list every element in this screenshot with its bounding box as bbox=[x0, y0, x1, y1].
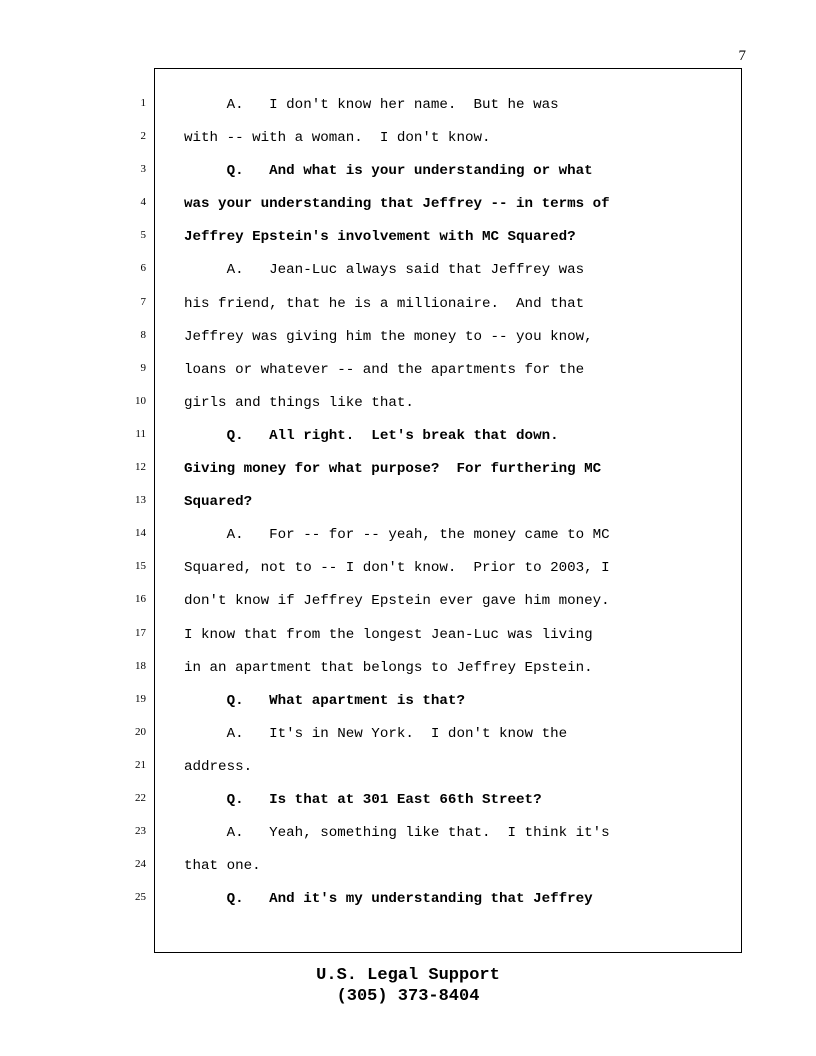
transcript-line bbox=[0, 453, 816, 486]
line-number: 9 bbox=[140, 361, 146, 374]
transcript-line bbox=[0, 354, 816, 387]
line-number: 5 bbox=[140, 229, 146, 242]
line-number: 16 bbox=[135, 593, 146, 606]
line-number: 3 bbox=[140, 163, 146, 176]
line-number: 21 bbox=[135, 758, 146, 771]
line-number: 19 bbox=[135, 692, 146, 705]
transcript-line bbox=[0, 288, 816, 321]
transcript-line bbox=[0, 619, 816, 652]
transcript-line bbox=[0, 254, 816, 287]
line-number: 22 bbox=[135, 791, 146, 804]
line-number: 4 bbox=[140, 196, 146, 209]
answer-text: that one. bbox=[184, 858, 261, 875]
question-text: Q. What apartment is that? bbox=[184, 692, 465, 709]
answer-text: Jeffrey was giving him the money to -- you know, bbox=[184, 328, 593, 345]
answer-text: girls and things like that. bbox=[184, 394, 414, 411]
line-number: 20 bbox=[135, 725, 146, 738]
line-number: 17 bbox=[135, 626, 146, 639]
line-number: 10 bbox=[135, 394, 146, 407]
question-text: Q. Is that at 301 East 66th Street? bbox=[184, 791, 542, 808]
line-number: 18 bbox=[135, 659, 146, 672]
answer-text: Squared, not to -- I don't know. Prior to 2003, I bbox=[184, 560, 610, 577]
question-text: Squared? bbox=[184, 494, 253, 511]
transcript-line bbox=[0, 155, 816, 188]
answer-text: with -- with a woman. I don't know. bbox=[184, 130, 491, 147]
line-number: 15 bbox=[135, 560, 146, 573]
line-number: 24 bbox=[135, 858, 146, 871]
transcript-line bbox=[0, 188, 816, 221]
question-text: Q. And what is your understanding or what bbox=[184, 163, 593, 180]
answer-text: A. I don't know her name. But he was bbox=[184, 97, 559, 113]
answer-text: his friend, that he is a millionaire. And that bbox=[184, 295, 585, 312]
transcript-line bbox=[0, 585, 816, 618]
answer-text: A. It's in New York. I don't know the bbox=[184, 725, 568, 742]
answer-text: A. Jean-Luc always said that Jeffrey was bbox=[184, 262, 585, 279]
question-text: was your understanding that Jeffrey -- in terms of bbox=[184, 196, 610, 213]
transcript-line bbox=[0, 850, 816, 883]
line-number: 23 bbox=[135, 825, 146, 838]
transcript-line bbox=[0, 420, 816, 453]
line-number: 2 bbox=[140, 130, 146, 143]
question-text: Q. And it's my understanding that Jeffrey bbox=[184, 891, 593, 908]
transcript-line bbox=[0, 685, 816, 718]
question-text: Giving money for what purpose? For furthering MC bbox=[184, 461, 602, 478]
answer-text: I know that from the longest Jean-Luc was living bbox=[184, 626, 593, 643]
line-number: 14 bbox=[135, 527, 146, 540]
transcript-line bbox=[0, 89, 816, 122]
transcript-line bbox=[0, 321, 816, 354]
answer-text: A. For -- for -- yeah, the money came to MC bbox=[184, 527, 610, 544]
transcript-line bbox=[0, 221, 816, 254]
footer-phone: (305) 373-8404 bbox=[336, 987, 480, 1006]
answer-text: don't know if Jeffrey Epstein ever gave him money. bbox=[184, 593, 610, 610]
answer-text: in an apartment that belongs to Jeffrey Epstein. bbox=[184, 659, 593, 676]
answer-text: A. Yeah, something like that. I think it's bbox=[184, 825, 610, 842]
line-number: 7 bbox=[140, 295, 146, 308]
line-number: 13 bbox=[135, 494, 146, 507]
transcript-line bbox=[0, 751, 816, 784]
line-number: 25 bbox=[135, 891, 146, 904]
answer-text: address. bbox=[184, 758, 253, 775]
line-number: 11 bbox=[135, 427, 146, 440]
footer bbox=[0, 965, 816, 1007]
question-text: Q. All right. Let's break that down. bbox=[184, 427, 559, 444]
page-number: 7 bbox=[738, 48, 746, 64]
transcript-line bbox=[0, 784, 816, 817]
transcript-line bbox=[0, 718, 816, 751]
transcript-line bbox=[0, 486, 816, 519]
transcript-line bbox=[0, 817, 816, 850]
transcript-line bbox=[0, 387, 816, 420]
question-text: Jeffrey Epstein's involvement with MC Squared? bbox=[184, 229, 576, 246]
transcript-lines bbox=[0, 89, 816, 916]
line-number: 12 bbox=[135, 461, 146, 474]
transcript-line bbox=[0, 519, 816, 552]
transcript-line bbox=[0, 122, 816, 155]
transcript-line bbox=[0, 652, 816, 685]
line-number: 1 bbox=[140, 97, 146, 109]
line-number: 8 bbox=[140, 328, 146, 341]
answer-text: loans or whatever -- and the apartments for the bbox=[184, 361, 585, 378]
transcript-line bbox=[0, 552, 816, 585]
line-number: 6 bbox=[140, 262, 146, 275]
footer-company: U.S. Legal Support bbox=[316, 966, 500, 985]
transcript-line bbox=[0, 883, 816, 916]
